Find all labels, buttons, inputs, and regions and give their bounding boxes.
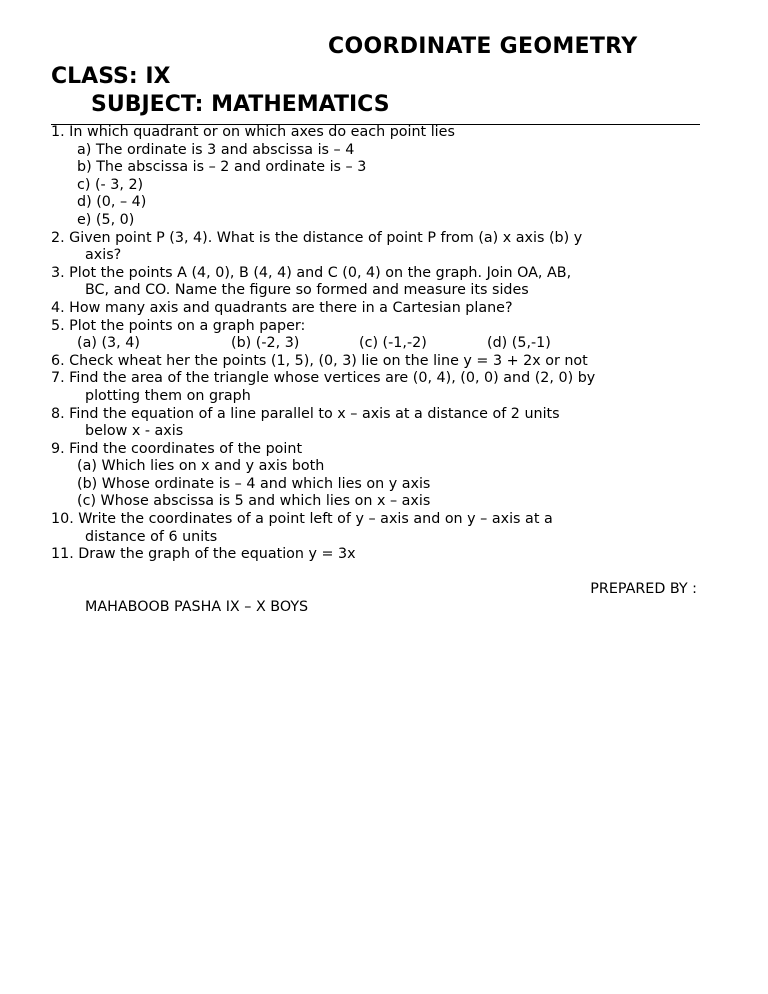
question-5-options (51, 335, 711, 353)
question-7: 7. Find the area of the triangle whose vertices are (0, 4), (0, 0) and (2, 0) by (51, 370, 596, 387)
question-1e: e) (5, 0) (77, 211, 135, 228)
question-5: 5. Plot the points on a graph paper: (51, 317, 306, 334)
question-9a: (a) Which lies on x and y axis both (77, 458, 325, 475)
question-8: 8. Find the equation of a line parallel to x – axis at a distance of 2 units (51, 405, 560, 422)
question-3-continued: BC, and CO. Name the figure so formed and measure its sides (85, 282, 529, 299)
question-9c: (c) Whose abscissa is 5 and which lies on x – axis (77, 493, 431, 510)
subject-heading: SUBJECT: MATHEMATICS (91, 92, 390, 117)
page-title: COORDINATE GEOMETRY (328, 34, 638, 59)
question-10-continued: distance of 6 units (85, 528, 218, 545)
question-5-option-b: (b) (-2, 3) (231, 335, 300, 352)
question-list (51, 124, 711, 564)
question-6: 6. Check wheat her the points (1, 5), (0, 3) lie on the line y = 3 + 2x or not (51, 352, 588, 369)
question-11: 11. Draw the graph of the equation y = 3x (51, 546, 356, 563)
question-5-option-a: (a) (3, 4) (77, 335, 140, 352)
question-2-continued: axis? (85, 247, 122, 264)
author-name: MAHABOOB PASHA IX – X BOYS (85, 599, 309, 615)
question-5-option-c: (c) (-1,-2) (359, 335, 427, 352)
question-3: 3. Plot the points A (4, 0), B (4, 4) and C (0, 4) on the graph. Join OA, AB, (51, 264, 572, 281)
question-10: 10. Write the coordinates of a point left of y – axis and on y – axis at a (51, 511, 553, 528)
question-2: 2. Given point P (3, 4). What is the distance of point P from (a) x axis (b) y (51, 229, 583, 246)
prepared-by-label: PREPARED BY : (590, 581, 697, 597)
question-1d: d) (0, – 4) (77, 194, 147, 211)
question-1c: c) (- 3, 2) (77, 176, 144, 193)
class-heading: CLASS: IX (51, 64, 171, 89)
question-1a: a) The ordinate is 3 and abscissa is – 4 (77, 141, 355, 158)
question-5-option-d: (d) (5,-1) (487, 335, 551, 352)
question-4: 4. How many axis and quadrants are there in a Cartesian plane? (51, 299, 513, 316)
question-8-continued: below x - axis (85, 423, 184, 440)
question-1: 1. In which quadrant or on which axes do each point lies (51, 124, 455, 140)
question-9: 9. Find the coordinates of the point (51, 440, 303, 457)
question-7-continued: plotting them on graph (85, 387, 251, 404)
question-9b: (b) Whose ordinate is – 4 and which lies on y axis (77, 475, 431, 492)
question-1b: b) The abscissa is – 2 and ordinate is – 3 (77, 159, 367, 176)
